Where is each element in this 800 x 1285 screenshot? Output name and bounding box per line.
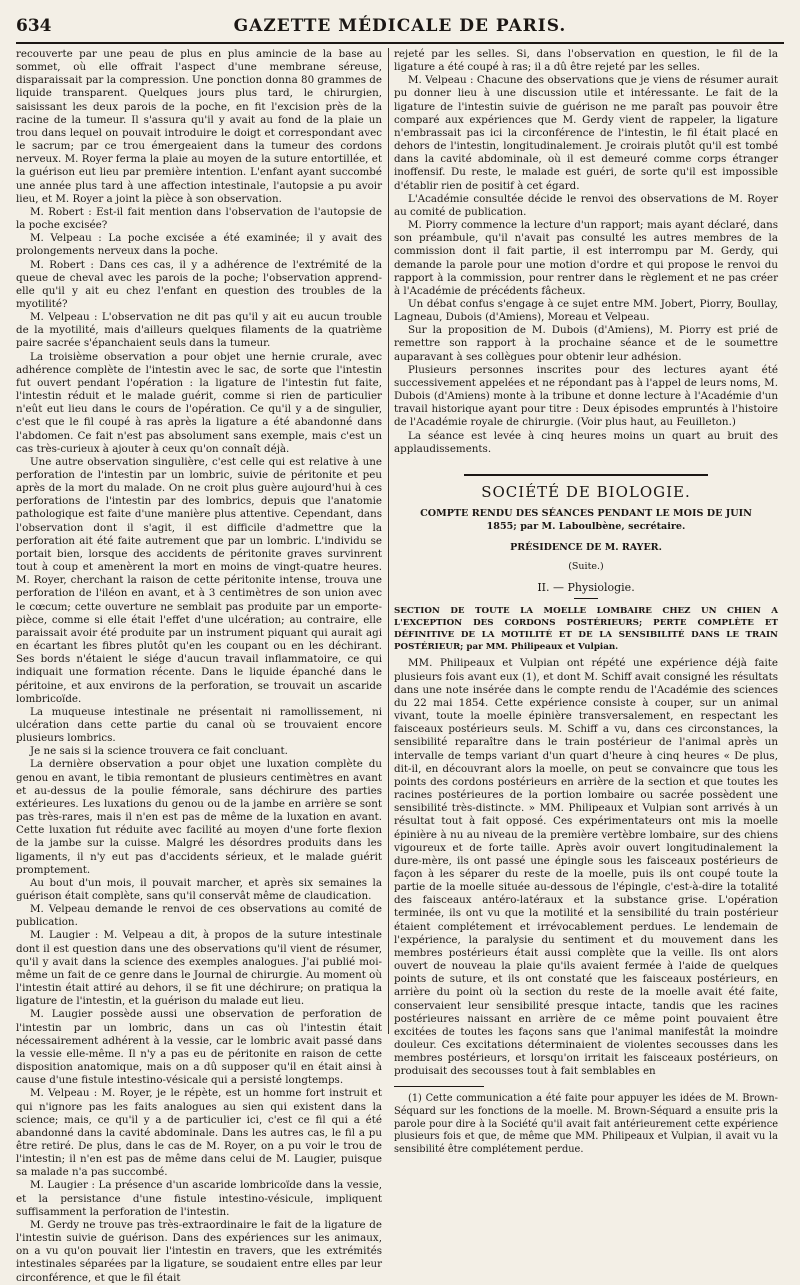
column-divider [388,48,389,1034]
section-rule [464,474,708,476]
paragraph: Sur la proposition de M. Dubois (d'Amiens), M. Piorry est prié de remettre son rapport à la prochaine séance et de le soumettre auparavant à ses collègues pour obtenir leur adhésion. [394,324,778,363]
paragraph: M. Velpeau : L'observation ne dit pas qu'il y ait eu aucun trouble de la myotilité, mais d'ailleurs quelques filaments de la quatrième paire sacrée s'épanchaient seuls dans la tumeur. [16,311,382,350]
article-body: MM. Philipeaux et Vulpian ont répété une expérience déjà faite plusieurs fois avant eux (1), et dont M. Schiff avait consigné les résultats dans une note insérée dans le compte rendu de l'Académie des sciences du 22 mai 1854. Cette expérience consiste à couper, sur un animal vivant, toute la moelle épinière transversalement, en respectant les faisceaux postérieurs seuls. M. Schiff a vu, dans ces circonstances, la sensibilité reparaître dans le train postérieur de l'animal après un intervalle de temps variant d'un quart d'heure à cinq heures « De plus, dit-il, en découvrant alors la moelle, on peut se convaincre que tous les points des cordons postérieurs en arrière de la section et que toutes les racines postérieures de la portion lombaire ou sacrée possèdent une sensibilité très-distincte. » MM. Philipeaux et Vulpian sont arrivés à un résultat tout à fait opposé. Ces expérimentateurs ont mis la moelle épinière à nu au niveau de la première vertèbre lombaire, sur des chiens vigoureux et de forte taille. Après avoir ouvert longitudinalement la dure-mère, ils ont passé une épingle sous les faisceaux postérieurs de façon à les séparer du reste de la moelle, puis ils ont coupé toute la partie de la moelle située au-dessous de l'épingle, c'est-à-dire la totalité des faisceaux antéro-latéraux et la substance grise. L'opération terminée, ils ont vu que la motilité et la sensibilité du train postérieur étaient complétement et irrévocablement perdues. Le lendemain de l'expérience, la paralysie du sentiment et du mouvement dans les membres postérieurs était aussi complète que la veille. Ils ont alors ouvert de nouveau la plaie qu'ils avaient fermée à l'aide de quelques points de suture, et ils ont constaté que les faisceaux postérieurs, en arrière du point où la section du reste de la moelle avait été faite, conservaient leur sensibilité presque intacte, tandis que les racines postérieures naissant en arrière de ce même point pouvaient être excitées de toutes les façons sans que l'animal manifestât la moindre douleur. Ces excitations déterminaient de violentes secousses dans les membres postérieurs, et lorsqu'on irritait les faisceaux postérieurs, on produisait des secousses tout à fait semblables en [394,657,778,1078]
paragraph: M. Velpeau : La poche excisée a été examinée; il y avait des prolongements nerveux dans la poche. [16,232,382,258]
paragraph: Au bout d'un mois, il pouvait marcher, et après six semaines la guérison était complète, sans qu'il conservât même de claudication. [16,876,382,902]
paragraph: M. Piorry commence la lecture d'un rapport; mais ayant déclaré, dans son préambule, qu'il n'avait pas consulté les autres membres de la commission dont il fait partie, il est interrompu par M. Gerdy, qui demande la parole pour une motion d'ordre et qui propose le renvoi du rapport à la commission, pour rentrer dans le règlement et ne pas créer à l'Académie de précédents fâcheux. [394,219,778,297]
article-heading: SECTION DE TOUTE LA MOELLE LOMBAIRE CHEZ UN CHIEN A L'EXCEPTION DES CORDONS POSTÉRIEURS; PERTE COMPLÈTE ET DÉFINITIVE DE LA MOTILITÉ ET DE LA SENSIBILITÉ DANS LE TRAIN POSTÉRIEUR; par MM. Philipeaux et Vulpian. [394,606,778,653]
paragraph: M. Laugier : M. Velpeau a dit, à propos de la suture intestinale dont il est question dans une des observations qu'il vient de résumer, qu'il y avait dans la science des exemples analogues. J'ai publié moi-même un fait de ce genre dans le Journal de chirurgie. Au moment où l'intestin était attiré au dehors, il se fit une déchirure; on pratiqua la ligature de l'intestin, et la guérison du malade eut lieu. [16,929,382,1008]
society-subtitle: COMPTE RENDU DES SÉANCES PENDANT LE MOIS DE JUIN 1855; par M. Laboulbène, secrétaire. [420,508,752,532]
right-column [394,48,778,1155]
left-column [16,48,382,1284]
paragraph: Un débat confus s'engage à ce sujet entre MM. Jobert, Piorry, Boullay, Lagneau, Dubois (d'Amiens), Moreau et Velpeau. [394,297,778,324]
paragraph: M. Laugier possède aussi une observation de perforation de l'intestin par un lombric, dans un cas où l'intestin était nécessairement adhérent à la vessie, car le lombric avait passé dans la vessie elle-même. Il n'y a pas eu de péritonite en raison de cette disposition anatomique, mais on a dû supposer qu'il en était ainsi à cause d'une fistule intestino-vésicale qui a persisté longtemps. [16,1008,382,1087]
page-header [16,14,784,44]
paragraph: La séance est levée à cinq heures moins un quart au bruit des applaudissements. [394,429,778,455]
paragraph: La troisième observation a pour objet une hernie crurale, avec adhérence complète de l'intestin avec le sac, de sorte que l'intestin fut ouvert pendant l'opération : la ligature de l'intestin fut faite, l'intestin réduit et le malade guérit, comme si rien de particulier n'eût eut lieu dans le cours de l'opération. Ce qu'il y a de singulier, c'est que le fil coupé à ras après la ligature a été abandonné dans l'abdomen. Ce fait n'est pas absolument sans exemple, mais c'est un cas très-curieux à ajouter à ceux qu'on connaît déjà. [16,350,382,455]
society-title: SOCIÉTÉ DE BIOLOGIE. [481,482,691,501]
paragraph: La dernière observation a pour objet une luxation complète du genou en avant, le tibia remontant de plusieurs centimètres en avant et au-dessus de la poulie fémorale, sans déchirure des parties extérieures. Les luxations du genou ou de la jambe en arrière se sont pas très-rares, mais il n'en est pas de même de la luxation en avant. Cette luxation fut réduite avec facilité au moyen d'une forte flexion de la jambe sur la cuisse. Malgré les désordres produits dans les ligaments, il n'y eut pas d'accidents sérieux, et le malade guérit promptement. [16,758,382,876]
paragraph: Plusieurs personnes inscrites pour des lectures ayant été successivement appelées et ne répondant pas à l'appel de leurs noms, M. Dubois (d'Amiens) monte à la tribune et donne lecture à l'Académie d'un travail historique ayant pour titre : Deux épisodes empruntés à l'histoire de l'Académie royale de chirurgie. (Voir plus haut, au Feuilleton.) [394,363,778,429]
paragraph: Je ne sais si la science trouvera ce fait concluant. [30,745,288,758]
section-heading-rule [574,598,598,599]
paragraph: L'Académie consultée décide le renvoi des observations de M. Royer au comité de publication. [394,192,778,218]
journal-title: GAZETTE MÉDICALE DE PARIS. [233,16,567,36]
paragraph: La muqueuse intestinale ne présentait ni ramollissement, ni ulcération dans cette partie du canal où se trouvaient encore plusieurs lombrics. [16,705,382,745]
paragraph: Une autre observation singulière, c'est celle qui est relative à une perforation de l'intestin par un lombric, suivie de péritonite et peu après de la mort du malade. On ne croit plus guère aujourd'hui à ces perforations de l'intestin par des lombrics, depuis que l'anatomie pathologique est faite d'une manière plus attentive. Cependant, dans l'observation dont il s'agit, il est difficile d'admettre que la perforation ait été faite autrement que par un lombric. L'individu se portait bien, lorsque des accidents de péritonite graves survinrent tout à coup et amenèrent la mort en moins de vingt-quatre heures. M. Royer, cherchant la raison de cette péritonite intense, trouva une perforation de l'iléon en avant, et à 3 centimètres de son union avec le cœcum; cette ouverture ne semblait pas produite par un emporte-pièce, comme si elle était l'effet d'une ulcération; au contraire, elle paraissait avoir été produite par un instrument piquant qui aurait agi en écartant les fibres plutôt qu'en les coupant ou en les déchirant. Ses bords n'étaient le siége d'aucun travail inflammatoire, ce qui indiquait une formation récente. Dans le liquide épanché dans le péritoine, et aux environs de la perforation, se trouvait un ascaride lombricoïde. [16,455,382,705]
presidency-line: PRÉSIDENCE DE M. RAYER. [510,542,662,553]
paragraph: M. Robert : Dans ces cas, il y a adhérence de l'extrémité de la queue de cheval avec les parois de la poche; l'observation apprend-elle qu'il y ait eu chez l'enfant en question des troubles de la myotilité? [16,258,382,310]
section-heading: II. — Physiologie. [537,581,635,595]
paragraph: rejeté par les selles. Si, dans l'observation en question, le fil de la ligature a été coupé à ras; il a dû être rejeté par les selles. [394,48,778,74]
paragraph: M. Gerdy ne trouve pas très-extraordinaire le fait de la ligature de l'intestin suivie de guérison. Dans des expériences sur les animaux, on a vu qu'on pouvait lier l'intestin en travers, que les extrémités intestinales séparées par la ligature, se soudaient entre elles par leur circonférence, et que le fil était [16,1218,382,1284]
footnote-rule [394,1086,484,1087]
paragraph: M. Laugier : La présence d'un ascaride lombricoïde dans la vessie, et la persistance d'une fistule intestino-vésicule, impliquent suffisamment la perforation de l'intestin. [16,1179,382,1218]
paragraph: M. Robert : Est-il fait mention dans l'observation de l'autopsie de la poche excisée? [16,205,382,232]
paragraph: M. Velpeau demande le renvoi de ces observations au comité de publication. [16,903,382,929]
footnote: (1) Cette communication a été faite pour appuyer les idées de M. Brown-Séquard sur les fonctions de la moelle. M. Brown-Séquard a ensuite pris la parole pour dire à la Société qu'il avait fait antérieurement cette expérience plusieurs fois et que, de même que MM. Philipeaux et Vulpian, il avait vu la sensibilité être complétement perdue. [394,1093,778,1155]
paragraph: M. Velpeau : M. Royer, je le répète, est un homme fort instruit et qui n'ignore pas les faits analogues au sien qui existent dans la science; mais, ce qu'il y a de particulier ici, c'est ce fil qui a été abandonné dans la cavité abdominale. Dans les autres cas, le fil a pu être retiré. De plus, dans le cas de M. Royer, on a pu voir le trou de l'intestin; il n'en est pas de même dans celui de M. Laugier, puisque sa malade n'a pas succombé. [16,1087,382,1179]
paragraph: recouverte par une peau de plus en plus amincie de la base au sommet, où elle offrait l'aspect d'une membrane séreuse, disparaissait par la compression. Une ponction donna 80 grammes de liquide transparent. Quelques jours plus tard, le chirurgien, saisissant les deux parois de la poche, en fit l'excision près de la racine de la tumeur. Il s'assura qu'il y avait au fond de la plaie un trou dans lequel on pouvait introduire le doigt et correspondant avec le sacrum; par ce trou émergeaient dans la tumeur des cordons nerveux. M. Royer ferma la plaie au moyen de la suture entortillée, et la guérison eut lieu par première intention. L'enfant ayant succombé une année plus tard à une affection intestinale, l'autopsie a pu avoir lieu, et M. Royer a joint la pièce à son observation. [16,48,382,205]
page-number: 634 [16,16,52,36]
paragraph: M. Velpeau : Chacune des observations que je viens de résumer aurait pu donner lieu à une discussion utile et intéressante. Le fait de la ligature de l'intestin suivie de guérison ne me paraît pas pouvoir être comparé aux expériences que M. Gerdy vient de rappeler, la ligature n'embrassait pas ici la circonférence de l'intestin, le fil était placé en dehors de l'intestin, longitudinalement. Je croirais plutôt qu'il est tombé dans la cavité abdominale, où il est demeuré comme corps étranger inoffensif. Du reste, le malade est guéri, de sorte qu'il est impossible d'établir rien de positif à cet égard. [394,74,778,192]
suite-label: (Suite.) [568,561,604,573]
